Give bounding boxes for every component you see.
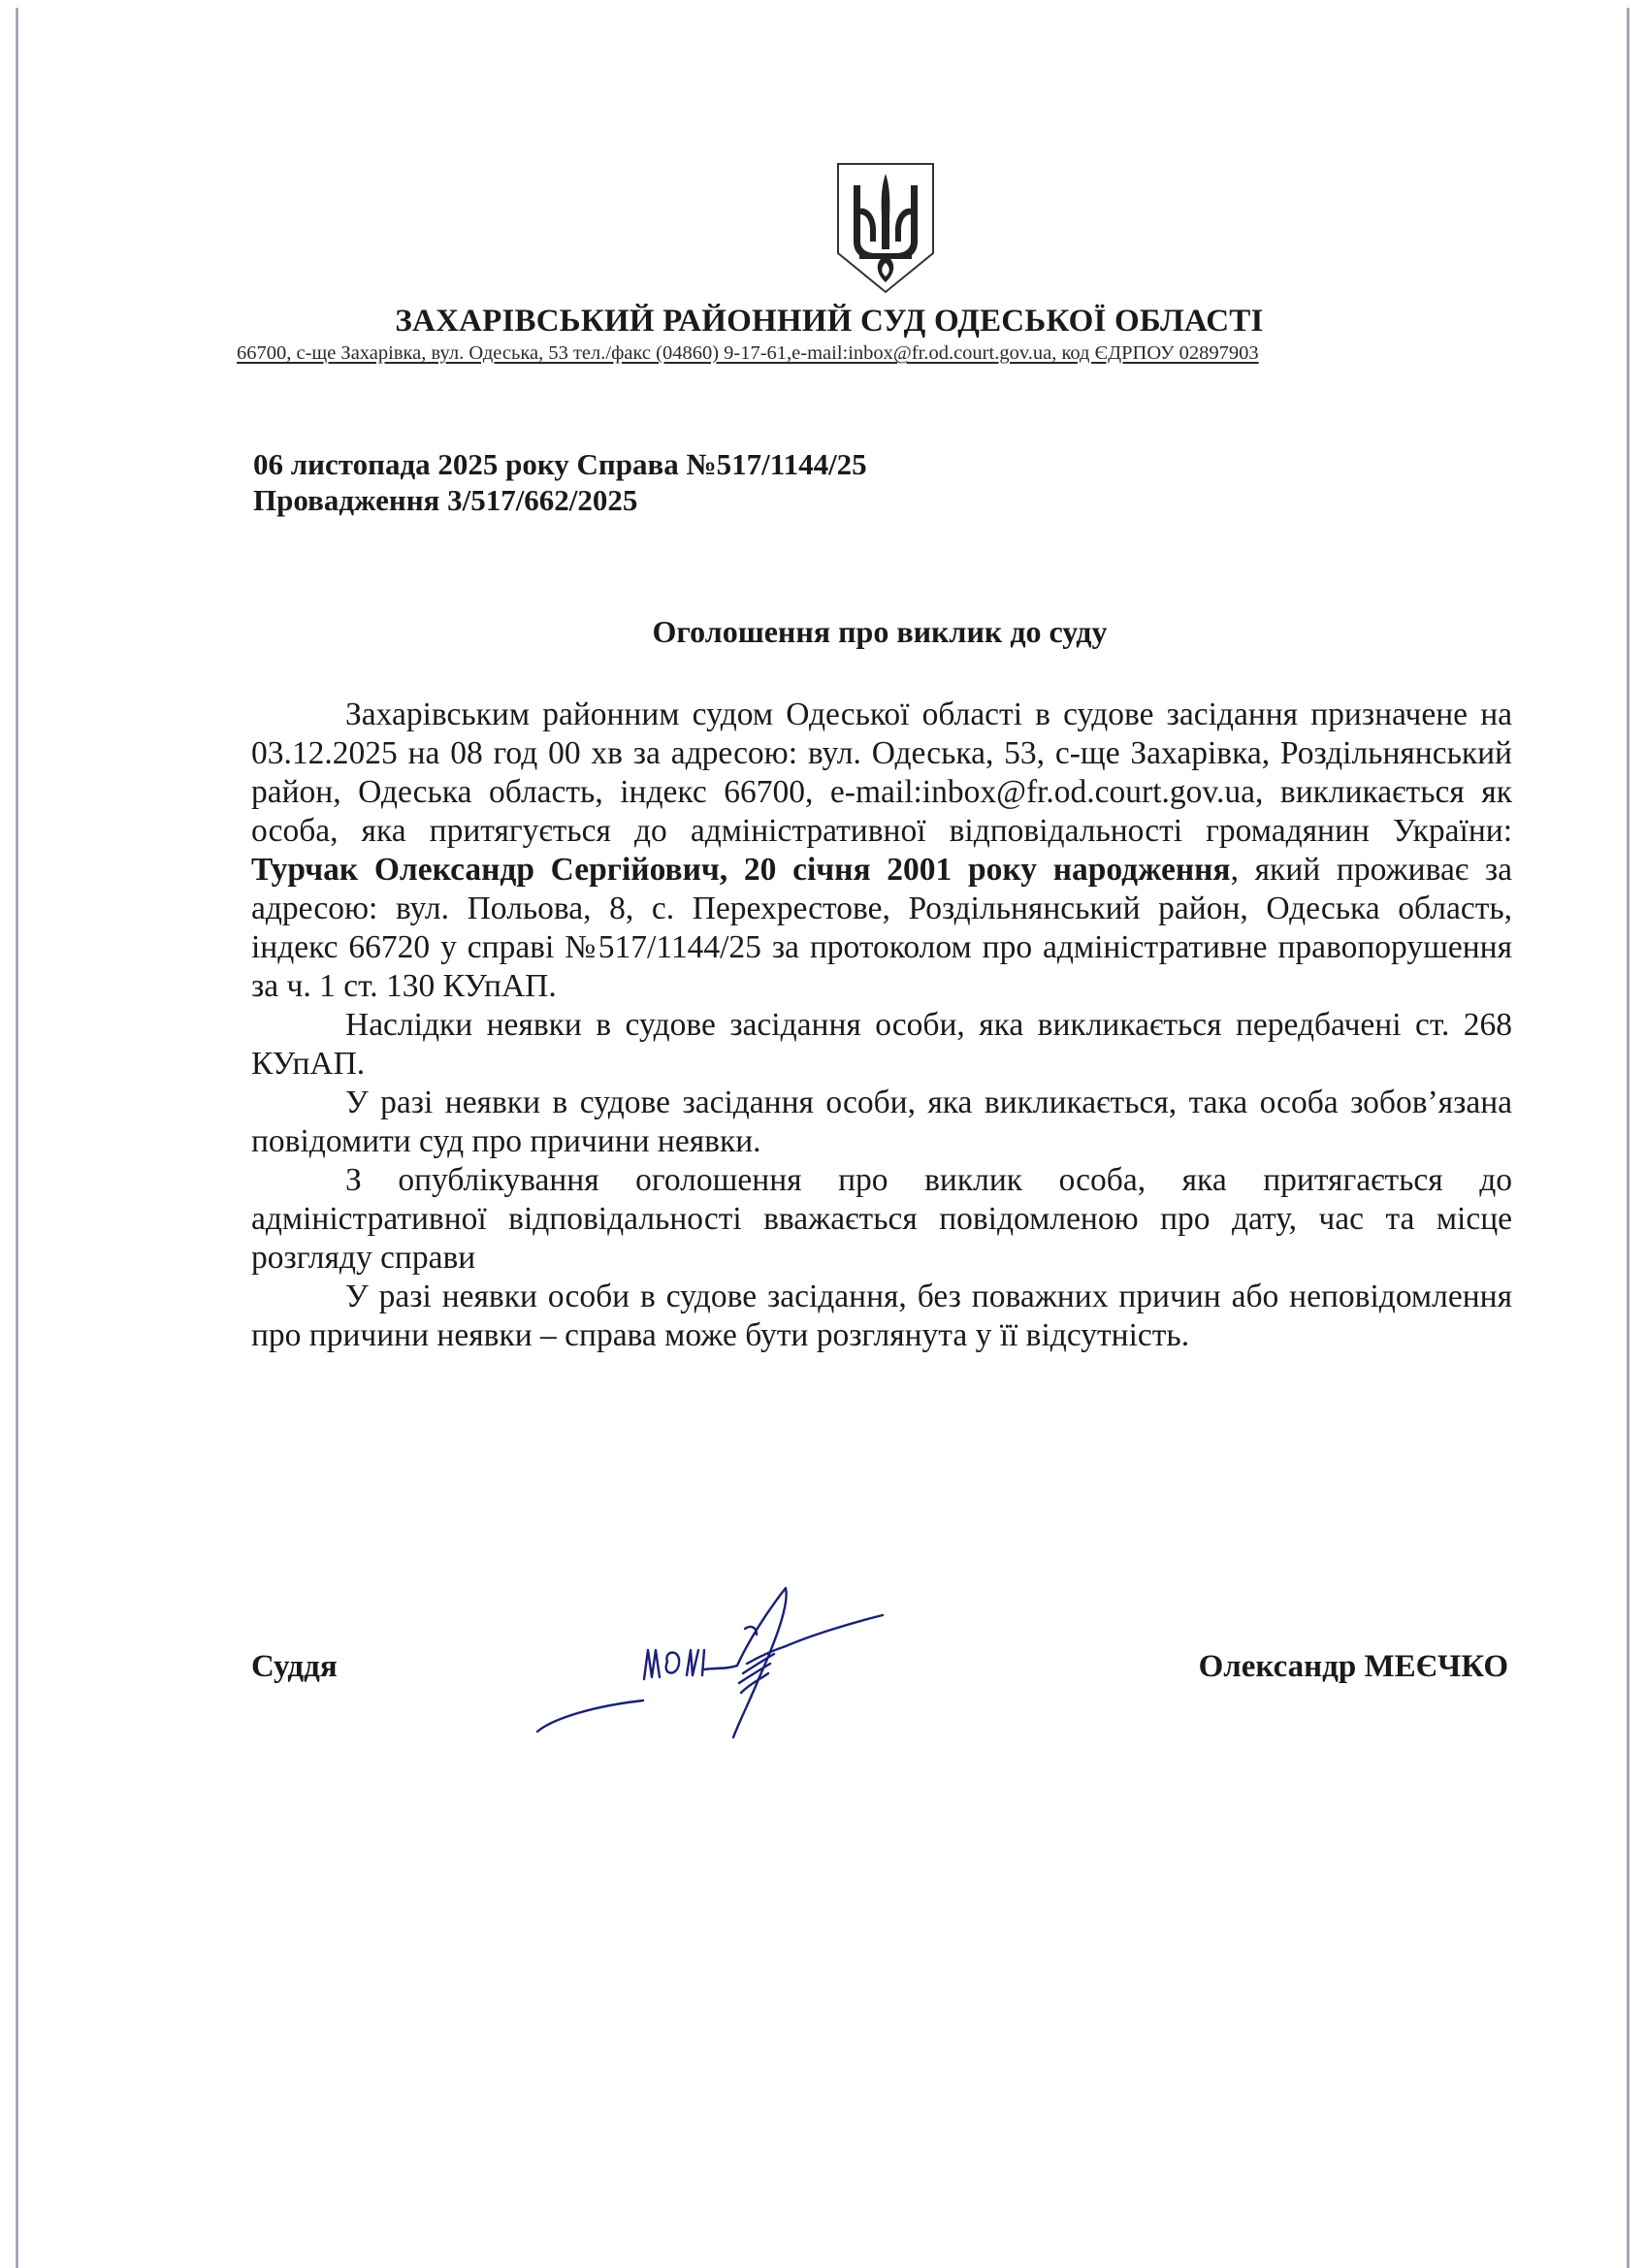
paragraph-consequences: Наслідки неявки в судове засідання особи, яка викликається передбачені ст. 268 КУпАП. [251, 1007, 1512, 1082]
notice-title: Оголошення про виклик до суду [652, 614, 1108, 649]
notice-body [251, 696, 1512, 1355]
paragraph-absence: У разі неявки особи в судове засідання, без поважних причин або неповідомлення про причини неявки – справа може бути розглянута у її відсутність. [251, 1279, 1512, 1353]
summons-text-start: Захарівським районним судом Одеської області в судове засідання призначене на 03.12.2025 на 08 год 00 хв за адресою: вул. Одеська, 53, с-ще Захарівка, Роздільнянський район, Одеська область, індекс 66700, e-mail:inbox@fr.od.court.gov.ua, викликається як особа, яка притягується до адміністративної відповідальності громадянин України: [251, 697, 1512, 849]
case-meta [253, 446, 867, 518]
court-name: ЗАХАРІВСЬКИЙ РАЙОННИЙ СУД ОДЕСЬКОЇ ОБЛАСТІ [395, 304, 1264, 339]
paragraph-summons [251, 696, 1512, 1006]
summons-text-end: , який проживає за адресою: вул. Польова, 8, с. Перехрестове, Роздільнянський район, Одеська область, індекс 66720 у справі №517/1144/25 за протоколом про адміністративне правопорушення за ч. 1 ст. 130 КУпАП. [251, 852, 1513, 1004]
proceeding-number: Провадження 3/517/662/2025 [253, 483, 638, 517]
scan-edge-left [16, 8, 18, 2268]
paragraph-publication: З опублікування оголошення про виклик особа, яка притягається до адміністративної відповідальності вважається повідомленою про дату, час та місце розгляду справи [251, 1162, 1512, 1276]
date-case-number: 06 листопада 2025 року Справа №517/1144/25 [253, 447, 867, 481]
signature-block [251, 1649, 1512, 1727]
court-contacts: 66700, с-ще Захарівка, вул. Одеська, 53 тел./факс (04860) 9-17-61,e-mail:inbox@fr.od.court.gov.ua, код ЄДРПОУ 02897903 [237, 342, 1259, 364]
defendant-identity: Турчак Олександр Сергійович, 20 січня 2001 року народження [251, 852, 1231, 888]
judge-role-label: Суддя [251, 1649, 338, 1684]
coat-of-arms-trident-icon [832, 160, 939, 296]
judge-name: Олександр МЕЄЧКО [1198, 1649, 1508, 1684]
paragraph-obligation: У разі неявки в судове засідання особи, яка викликається, така особа зобов’язана повідомити суд про причини неявки. [251, 1085, 1512, 1159]
scan-edge-right [1627, 8, 1630, 2268]
